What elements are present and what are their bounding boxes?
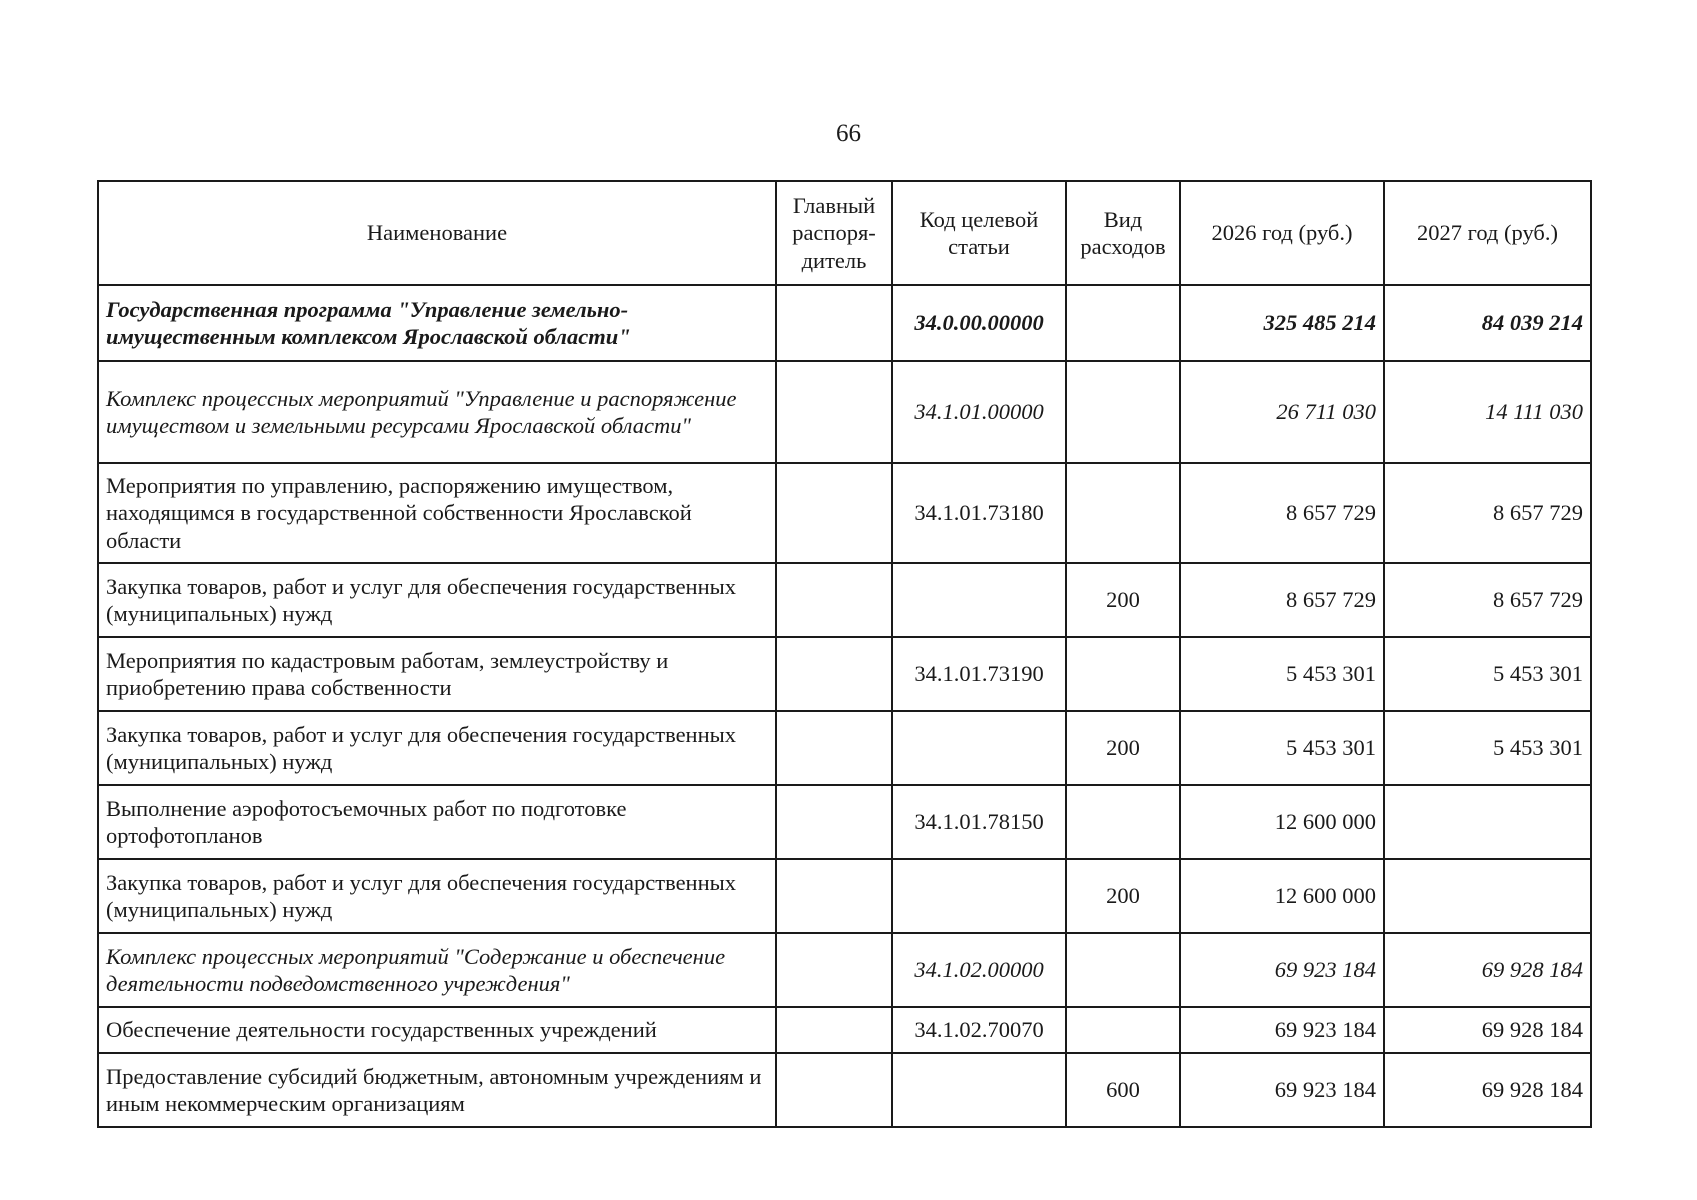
table-row [98, 563, 1591, 637]
cell-y2026: 8 657 729 [1180, 463, 1384, 563]
cell-manager [776, 1007, 892, 1053]
cell-code [892, 711, 1066, 785]
cell-code [892, 1053, 1066, 1127]
budget-table [97, 180, 1592, 1128]
table-body [98, 285, 1591, 1127]
cell-manager [776, 1053, 892, 1127]
cell-code: 34.1.02.00000 [892, 933, 1066, 1007]
cell-name: Комплекс процессных мероприятий "Управление и распоряжение имуществом и земельными ресурсами Ярославской области" [98, 361, 776, 463]
table-row [98, 637, 1591, 711]
table-row [98, 859, 1591, 933]
cell-kind: 200 [1066, 859, 1180, 933]
cell-code [892, 859, 1066, 933]
cell-y2027: 8 657 729 [1384, 563, 1591, 637]
table-row [98, 1053, 1591, 1127]
header-name: Наименование [98, 181, 776, 285]
cell-y2026: 5 453 301 [1180, 637, 1384, 711]
header-manager: Главный распоря-дитель [776, 181, 892, 285]
cell-code: 34.1.02.70070 [892, 1007, 1066, 1053]
table-row [98, 933, 1591, 1007]
cell-name: Выполнение аэрофотосъемочных работ по подготовке ортофотопланов [98, 785, 776, 859]
cell-kind [1066, 637, 1180, 711]
cell-y2026: 5 453 301 [1180, 711, 1384, 785]
cell-kind [1066, 463, 1180, 563]
cell-name: Закупка товаров, работ и услуг для обеспечения государственных (муниципальных) нужд [98, 563, 776, 637]
cell-y2027 [1384, 859, 1591, 933]
cell-manager [776, 785, 892, 859]
cell-code: 34.1.01.73180 [892, 463, 1066, 563]
cell-kind [1066, 785, 1180, 859]
cell-y2026: 12 600 000 [1180, 859, 1384, 933]
cell-code [892, 563, 1066, 637]
header-year-2027: 2027 год (руб.) [1384, 181, 1591, 285]
cell-code: 34.0.00.00000 [892, 285, 1066, 361]
cell-manager [776, 361, 892, 463]
cell-kind: 200 [1066, 711, 1180, 785]
cell-y2026: 12 600 000 [1180, 785, 1384, 859]
cell-y2026: 69 923 184 [1180, 933, 1384, 1007]
cell-kind [1066, 285, 1180, 361]
cell-y2027: 8 657 729 [1384, 463, 1591, 563]
table-row [98, 285, 1591, 361]
cell-kind: 200 [1066, 563, 1180, 637]
cell-name: Мероприятия по кадастровым работам, землеустройству и приобретению права собственности [98, 637, 776, 711]
cell-y2027: 84 039 214 [1384, 285, 1591, 361]
header-code: Код целевой статьи [892, 181, 1066, 285]
header-kind: Вид расходов [1066, 181, 1180, 285]
cell-manager [776, 933, 892, 1007]
cell-manager [776, 563, 892, 637]
header-year-2026: 2026 год (руб.) [1180, 181, 1384, 285]
table-row [98, 785, 1591, 859]
cell-y2027: 69 928 184 [1384, 1053, 1591, 1127]
cell-manager [776, 285, 892, 361]
cell-y2027 [1384, 785, 1591, 859]
table-header-row [98, 181, 1591, 285]
cell-y2027: 69 928 184 [1384, 933, 1591, 1007]
cell-code: 34.1.01.78150 [892, 785, 1066, 859]
table-row [98, 361, 1591, 463]
cell-name: Закупка товаров, работ и услуг для обеспечения государственных (муниципальных) нужд [98, 859, 776, 933]
cell-name: Предоставление субсидий бюджетным, автономным учреждениям и иным некоммерческим организациям [98, 1053, 776, 1127]
cell-kind [1066, 361, 1180, 463]
cell-y2026: 69 923 184 [1180, 1007, 1384, 1053]
cell-name: Комплекс процессных мероприятий "Содержание и обеспечение деятельности подведомственного учреждения" [98, 933, 776, 1007]
cell-y2027: 5 453 301 [1384, 711, 1591, 785]
cell-manager [776, 859, 892, 933]
cell-kind [1066, 1007, 1180, 1053]
cell-name: Обеспечение деятельности государственных учреждений [98, 1007, 776, 1053]
cell-y2026: 8 657 729 [1180, 563, 1384, 637]
cell-y2026: 325 485 214 [1180, 285, 1384, 361]
cell-name: Государственная программа "Управление земельно-имущественным комплексом Ярославской области" [98, 285, 776, 361]
table-row [98, 463, 1591, 563]
cell-manager [776, 463, 892, 563]
cell-name: Закупка товаров, работ и услуг для обеспечения государственных (муниципальных) нужд [98, 711, 776, 785]
table-row [98, 1007, 1591, 1053]
cell-y2027: 5 453 301 [1384, 637, 1591, 711]
cell-manager [776, 711, 892, 785]
cell-manager [776, 637, 892, 711]
cell-kind: 600 [1066, 1053, 1180, 1127]
cell-kind [1066, 933, 1180, 1007]
cell-name: Мероприятия по управлению, распоряжению имуществом, находящимся в государственной собственности Ярославской области [98, 463, 776, 563]
cell-y2026: 26 711 030 [1180, 361, 1384, 463]
page-number: 66 [836, 120, 861, 147]
cell-code: 34.1.01.00000 [892, 361, 1066, 463]
cell-y2027: 14 111 030 [1384, 361, 1591, 463]
cell-y2027: 69 928 184 [1384, 1007, 1591, 1053]
table-row [98, 711, 1591, 785]
cell-y2026: 69 923 184 [1180, 1053, 1384, 1127]
cell-code: 34.1.01.73190 [892, 637, 1066, 711]
